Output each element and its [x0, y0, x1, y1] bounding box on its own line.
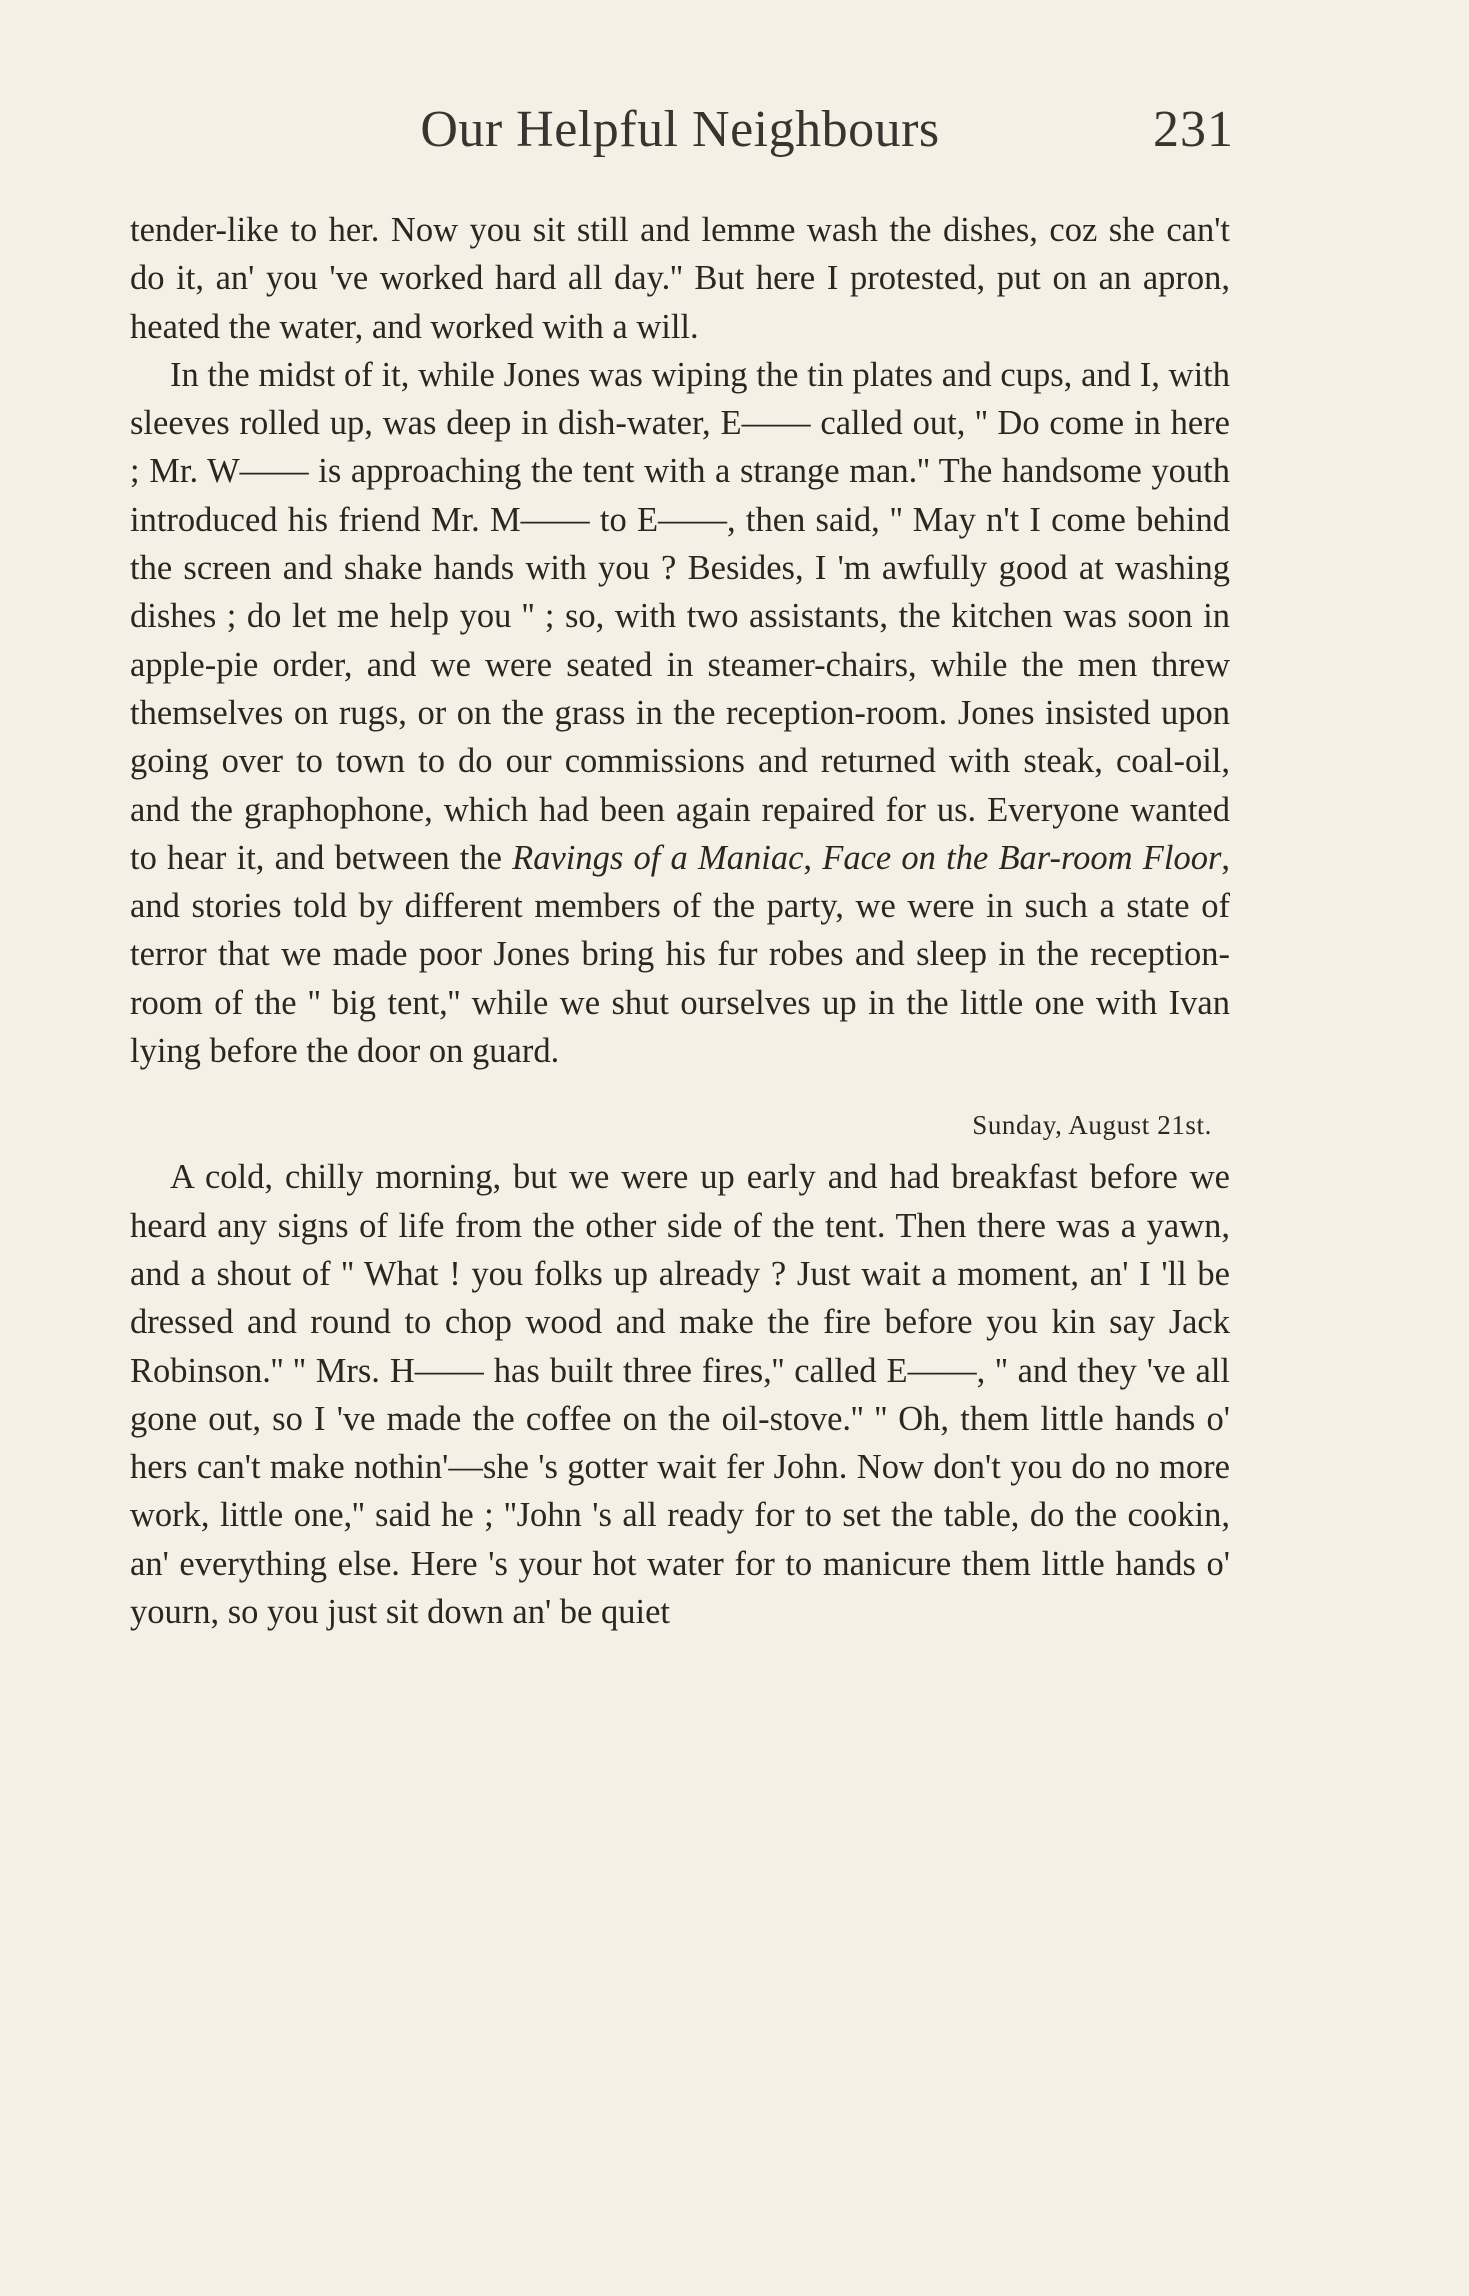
running-header	[130, 90, 1234, 170]
paragraph-text: In the midst of it, while Jones was wiping the tin plates and cups, and I, with sleeves rolled up, was deep in dish-water, E—— called out, '' Do come in here ; Mr. W—— is approaching the tent with a strange man.'' The handsome youth introduced his friend Mr. M—— to E——, then said, '' May n't I come behind the screen and shake hands with you ? Besides, I 'm awfully good at washing dishes ; do let me help you '' ; so, with two assistants, the kitchen was soon in apple-pie order, and we were seated in steamer-chairs, while the men threw themselves on rugs, or on the grass in the reception-room. Jones insisted upon going over to town to do our commissions and returned with steak, coal-oil, and the graphophone, which had been again repaired for us. Everyone wanted to hear it, and between the	[130, 355, 1230, 877]
italic-title-ravings: Ravings of a Maniac	[512, 838, 804, 877]
paragraph-text-end: , and stories told by different members of the party, we were in such a state of terror that we made poor Jones bring his fur robes and sleep in the reception-room of the '' big tent,'' while we shut ourselves up in the little one with Ivan lying before the door on guard.	[130, 838, 1231, 1071]
paragraph-jones-dishes	[130, 351, 1230, 1075]
diary-date: Sunday, August 21st.	[972, 1110, 1212, 1141]
page-number: 231	[1153, 101, 1234, 158]
paragraph-continued: tender-like to her. Now you sit still and lemme wash the dishes, coz she can't do it, an' you 've worked hard all day.'' But here I protested, put on an apron, heated the water, and worked with a will.	[130, 211, 1230, 346]
italic-title-bar-room: Face on the Bar-room Floor	[822, 838, 1222, 877]
running-title: Our Helpful Neighbours	[420, 101, 940, 158]
paragraph-separator: ,	[803, 838, 823, 877]
paragraph-sunday-morning: A cold, chilly morning, but we were up early and had breakfast before we heard any signs of life from the other side of the tent. Then there was a yawn, and a shout of '' What ! you folks up already ? Just wait a moment, an' I 'll be dressed and round to chop wood and make the fire before you kin say Jack Robinson.'' '' Mrs. H—— has built three fires,'' called E——, '' and they 've all gone out, so I 've made the coffee on the oil-stove.'' '' Oh, them little hands o' hers can't make nothin'—she 's gotter wait fer John. Now don't you do no more work, little one,'' said he ; ''John 's all ready for to set the table, do the cookin, an' everything else. Here 's your hot water for to manicure them little hands o' yourn, so you just sit down an' be quiet	[130, 1158, 1230, 1632]
body-text	[130, 206, 1230, 1636]
page-content	[130, 90, 1234, 1636]
